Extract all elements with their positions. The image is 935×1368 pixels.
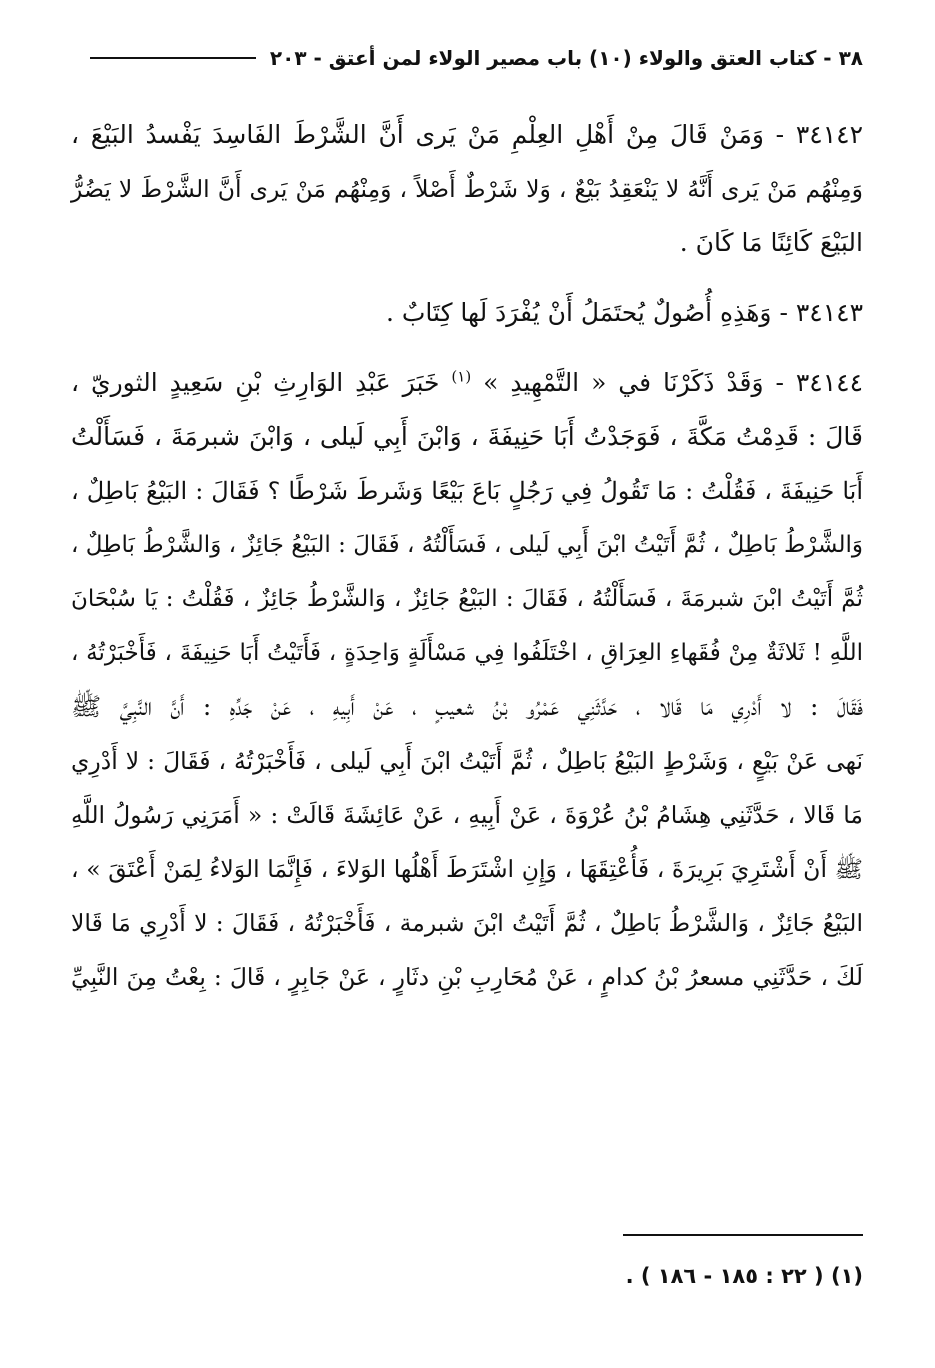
- text-line: اللَّهِ ! ثَلاثَةٌ مِنْ فُقَهاءِ العِرَاقِ ، اخْتَلَفُوا فِي مَسْأَلَةٍ وَاحِدَةٍ ، فَأَتَيْتُ أَبَا حَنِيفَةَ ، فَأَخْبَرْتُهُ ،: [71, 640, 863, 666]
- text-line: لَكَ ، حَدَّثَنِي مسعرُ بْنُ كدامٍ ، عَنْ مُحَارِبِ بْنِ دثَارٍ ، عَنْ جَابِرٍ ، قَالَ : بِعْتُ مِنَ النَّبِيِّ: [71, 963, 863, 991]
- text-line: ٣٤١٤٣ - وَهَذِهِ أُصُولٌ يُحتَمَلُ أَنْ يُفْرَدَ لَها كِتَابٌ .: [385, 298, 863, 327]
- paragraph-gap: [71, 340, 863, 356]
- footnote-text: ( ٢٢ : ١٨٥ - ١٨٦ ) .: [625, 1264, 824, 1288]
- paragraph-34144: [71, 356, 863, 1004]
- footnote-1: [263, 1258, 863, 1294]
- text-line-with-footnote-ref: [71, 356, 863, 410]
- text-line: نَهى عَنْ بَيْعٍ ، وَشَرْطٍ البَيْعُ بَاطِلٌ ، ثُمَّ أَتَيْتُ ابْنَ أَبِي لَيلى ، فَأَخْبَرْتُهُ ، فَقَالَ : لا أَدْرِي: [71, 747, 863, 775]
- text-line: البَيْعَ كَائِنًا مَا كَانَ .: [679, 228, 863, 257]
- running-head-text: ٣٨ - كتاب العتق والولاء (١٠) باب مصير الولاء لمن أعتق - ٢٠٣: [269, 46, 863, 70]
- text-line: وَمِنْهُم مَنْ يَرى أَنَّهُ لا يَنْعَقِدُ بَيْعٌ ، وَلا شَرْطٌ أَصْلاً ، وَمِنْهُم مَنْ يَرى أَنَّ الشَّرْطَ لا يَضُرُّ: [71, 175, 863, 203]
- text-line: قَالَ : قَدِمْتُ مَكَّةَ ، فَوَجَدْتُ أَبَا حَنِيفَةَ ، وَابْنَ أَبِي لَيلى ، وَابْنَ شبرمَةَ ، فَسَأَلْتُ: [71, 422, 863, 451]
- running-head: [90, 38, 863, 78]
- text-line: أَبَا حَنِيفَةَ ، فَقُلْتُ : مَا تَقُولُ فِي رَجُلٍ بَاعَ بَيْعًا وَشَرطَ شَرْطًا ؟ فَقَالَ : البَيْعُ بَاطِلٌ ،: [71, 477, 863, 505]
- text-line: فَقَالَ : لا أَدْرِي مَا قَالا ، حَدَّثَنِي عَمْرُو بْنُ شعيبٍ ، عَنْ أَبِيهِ ، عَنْ جَدِّهِ : أَنَّ النَّبِيَّ ﷺ: [71, 692, 863, 721]
- text-line: البَيْعُ جَائِزٌ ، وَالشَّرْطُ بَاطِلٌ ، ثُمَّ أَتَيْتُ ابْنَ شبرمة ، فَأَخْبَرْتُهُ ، فَقَالَ : لا أَدْرِي مَا قَالا: [71, 909, 863, 937]
- text-line: ٣٤١٤٢ - وَمَنْ قَالَ مِنْ أَهْلِ العِلْمِ مَنْ يَرى أَنَّ الشَّرْطَ الفَاسِدَ يَفْسدُ البَيْعَ ،: [71, 120, 863, 149]
- text-line: ثُمَّ أَتَيْتُ ابْنَ شبرمَةَ ، فَسَأَلْتُهُ ، فَقَالَ : البَيْعُ جَائِزٌ ، وَالشَّرْطُ جَائِزٌ ، فَقُلْتُ : يَا سُبْحَانَ: [71, 586, 863, 612]
- text-line: ﷺ أَنْ أَشْتَرِيَ بَرِيرَةَ ، فَأُعْتِقَهَا ، وَإِنِ اشْتَرَطَ أَهْلُها الوَلاءَ ، فَإِنَّمَا الوَلاءُ لِمَنْ أَعْتَقَ » ،: [71, 855, 863, 883]
- paragraph-34143: [71, 286, 863, 340]
- text-segment: خَبَرَ عَبْدِ الوَارِثِ بْنِ سَعِيدٍ الثوريّ ،: [71, 368, 440, 397]
- footnote-marker: (١): [830, 1264, 863, 1288]
- footnote-rule: [623, 1234, 863, 1236]
- paragraph-gap: [71, 270, 863, 286]
- text-segment: ٣٤١٤٤ - وَقَدْ ذَكَرْنَا في « التَّمْهِيدِ »: [483, 368, 863, 397]
- footnote-reference[interactable]: (١): [451, 367, 472, 386]
- header-rule: [90, 57, 256, 59]
- text-line: وَالشَّرْطُ بَاطِلٌ ، ثُمَّ أَتَيْتُ ابْنَ أَبِي لَيلى ، فَسَأَلْتُهُ ، فَقَالَ : البَيْعُ جَائِزٌ ، وَالشَّرْطُ بَاطِلٌ ،: [71, 532, 863, 558]
- body-text: [71, 108, 863, 1004]
- text-line: مَا قَالا ، حَدَّثَنِي هِشَامُ بْنُ عُرْوَةَ ، عَنْ أَبِيهِ ، عَنْ عَائِشَةَ قَالَتْ : « أَمَرَنِي رَسُولُ اللَّهِ: [71, 801, 863, 829]
- paragraph-34142: [71, 108, 863, 270]
